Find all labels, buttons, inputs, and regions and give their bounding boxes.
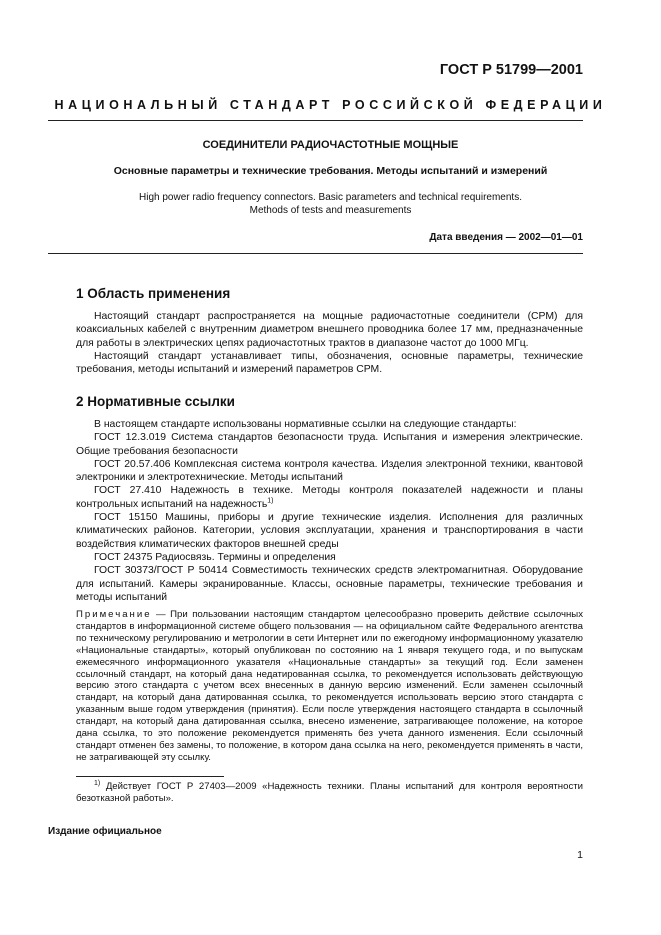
note-label: Примечание xyxy=(76,609,152,620)
reference-text: ГОСТ 15150 Машины, приборы и другие технические изделия. Исполнения для различных климатических районов. Категории, условия эксплуатации, хранения и транспортирования в части воздействия климатических факторов внешней среды xyxy=(76,512,583,550)
official-edition-label: Издание официальное xyxy=(48,826,162,837)
reference-text: ГОСТ 12.3.019 Система стандартов безопасности труда. Испытания и измерения электрические. Общие требования безопасности xyxy=(76,432,583,457)
document-title: СОЕДИНИТЕЛИ РАДИОЧАСТОТНЫЕ МОЩНЫЕ xyxy=(202,139,459,151)
note-text: — При пользовании настоящим стандартом целесообразно проверить действие ссылочных стандартов в информационной системе общего пользования — на официальном сайте Федерального агентства по техническому регулированию и метрологии в сети Интернет или по ежегодному информационному указателю «Национальные стандарты», который опубликован по состоянию на 1 января текущего года, и по выпускам ежемесячного информационного указателя «Национальные стандарты» за текущий год. Если заменен ссылочный стандарт, на который дана недатированная ссылка, то рекомендуется использовать действующую версию этого стандарта с учетом всех внесенных в данную версию изменений. Если заменен ссылочный стандарт, на который дана датированная ссылка, то рекомендуется использовать версию этого стандарта с указанным выше годом утверждения (принятия). Если после утверждения настоящего стандарта в ссылочный стандарт, на который дана датированная ссылка, внесено изменение, затрагивающее положение, на которое дана ссылка, то это положение рекомендуется применять без учета данного изменения. Если ссылочный стандарт отменен без замены, то положение, в котором дана ссылка на него, рекомендуется применять в части, не затрагивающей эту ссылку. xyxy=(76,609,583,763)
english-title xyxy=(60,191,601,217)
section-2-body xyxy=(76,418,583,604)
reference-text: ГОСТ 27.410 Надежность в технике. Методы контроля показателей надежности и планы контрольных испытаний на надежность xyxy=(76,485,583,510)
reference-text: ГОСТ 24375 Радиосвязь. Термины и определения xyxy=(94,551,336,563)
section-2-heading: 2 Нормативные ссылки xyxy=(76,394,235,409)
footnote-marker: 1) xyxy=(267,497,274,505)
footnote-divider xyxy=(76,776,224,777)
reference-item xyxy=(76,458,583,485)
section-1-body xyxy=(76,310,583,376)
footnote xyxy=(76,781,583,805)
reference-item xyxy=(76,511,583,551)
section-1-heading: 1 Область применения xyxy=(76,286,231,301)
title-divider xyxy=(48,253,583,254)
footnote-text: Действует ГОСТ Р 27403—2009 «Надежность техники. Планы испытаний для контроля вероятности безотказной работы». xyxy=(76,781,583,804)
english-title-line-1: High power radio frequency connectors. Basic parameters and technical requirements. xyxy=(139,192,522,203)
reference-item xyxy=(76,431,583,458)
introduction-date: Дата введения — 2002—01—01 xyxy=(429,232,583,243)
reference-item xyxy=(76,564,583,604)
references-intro: В настоящем стандарте использованы нормативные ссылки на следующие стандарты: xyxy=(94,419,517,430)
page-number: 1 xyxy=(577,849,583,861)
section-1-paragraph: Настоящий стандарт устанавливает типы, обозначения, основные параметры, технические требования, методы испытаний и измерений параметров СРМ. xyxy=(76,350,583,376)
note-block xyxy=(76,609,583,764)
reference-text: ГОСТ 30373/ГОСТ Р 50414 Совместимость технических средств электромагнитная. Оборудование для испытаний. Камеры экранированные. Классы, основные параметры, технические требования и методы испытаний xyxy=(76,565,583,603)
section-1-paragraph: Настоящий стандарт распространяется на мощные радиочастотные соединители (СРМ) для коаксиальных кабелей с внутренним диаметром внешнего проводника более 17 мм, предназначенные для работы в электрических цепях радиочастотных трактов в диапазоне частот до 1000 МГц. xyxy=(76,311,583,349)
header-divider xyxy=(48,120,583,121)
document-subtitle: Основные параметры и технические требования. Методы испытаний и измерений xyxy=(113,165,548,177)
reference-text: ГОСТ 20.57.406 Комплексная система контроля качества. Изделия электронной техники, квантовой электроники и электротехнические. Методы испытаний xyxy=(76,458,583,484)
document-number: ГОСТ Р 51799—2001 xyxy=(439,62,583,78)
reference-item xyxy=(76,551,583,564)
english-title-line-2: Methods of tests and measurements xyxy=(249,205,412,216)
footnote-mark: 1) xyxy=(94,779,101,787)
reference-item xyxy=(76,484,583,511)
national-standard-banner: НАЦИОНАЛЬНЫЙ СТАНДАРТ РОССИЙСКОЙ ФЕДЕРАЦИИ xyxy=(54,98,607,112)
